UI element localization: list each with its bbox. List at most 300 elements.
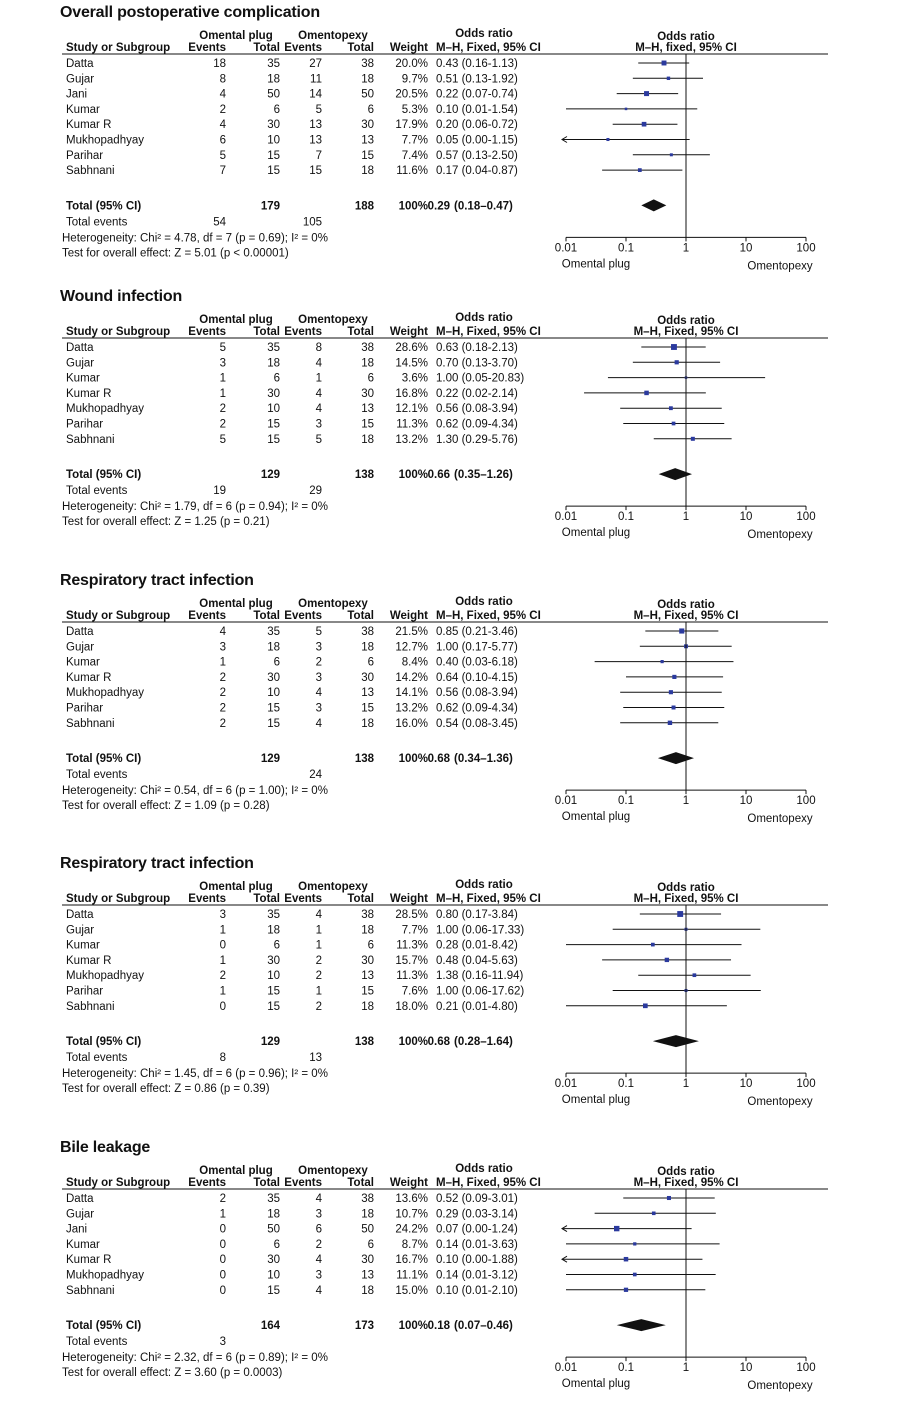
x-tick-label: 10 — [739, 1362, 753, 1375]
total2-value: 13 — [361, 1269, 374, 1282]
events2-value: 4 — [315, 1254, 322, 1267]
x-label-right: Omentopexy — [747, 260, 813, 273]
events1-value: 3 — [219, 357, 226, 370]
total-weight: 100% — [398, 200, 428, 213]
total2-value: 15 — [361, 702, 374, 715]
events1-value: 1 — [219, 656, 226, 669]
plot-header: Odds ratio — [657, 882, 715, 894]
study-point — [651, 943, 655, 947]
total-or: 0.68 — [427, 1036, 450, 1049]
total2-value: 18 — [361, 1284, 374, 1297]
total-events-label: Total events — [66, 769, 128, 782]
total1-value: 6 — [273, 1238, 280, 1251]
or-column-header: Odds ratio — [455, 28, 513, 40]
events1-value: 5 — [219, 342, 226, 354]
summary-diamond — [658, 752, 694, 764]
forest-plot-bile-leakage — [0, 1135, 919, 1415]
total2-value: 13 — [361, 687, 374, 700]
events1-value: 6 — [219, 134, 226, 147]
x-tick-label: 0.1 — [618, 511, 634, 524]
events1-value: 0 — [219, 1000, 226, 1013]
total2-value: 15 — [361, 418, 374, 431]
study-point — [671, 344, 677, 350]
weight-value: 14.5% — [395, 357, 428, 370]
events1-value: 2 — [219, 717, 226, 730]
or-ci-value: 0.22 (0.07-0.74) — [436, 88, 518, 101]
weight-value: 12.1% — [395, 403, 428, 416]
summary-diamond — [641, 199, 666, 211]
or-ci-value: 1.00 (0.06-17.62) — [436, 985, 525, 998]
events2-value: 14 — [309, 88, 322, 101]
total1-value: 35 — [267, 1193, 280, 1205]
study-name: Gujar — [66, 641, 95, 654]
weight-header: Weight — [389, 42, 428, 54]
events1-value: 2 — [219, 103, 226, 116]
events2-value: 4 — [315, 357, 322, 370]
total1-value: 15 — [267, 702, 280, 715]
weight-value: 16.8% — [395, 387, 428, 400]
x-label-left: Omental plug — [561, 811, 631, 824]
total1-value: 15 — [267, 717, 280, 730]
events2-value: 4 — [315, 717, 322, 730]
total-events2: 29 — [309, 485, 322, 498]
study-name: Kumar — [66, 1238, 100, 1251]
weight-value: 9.7% — [401, 73, 428, 86]
study-name: Gujar — [66, 73, 95, 86]
events2-value: 1 — [315, 939, 322, 952]
or-ci-value: 1.30 (0.29-5.76) — [436, 433, 518, 446]
x-tick-label: 0.01 — [554, 1078, 578, 1091]
or-ci-value: 0.17 (0.04-0.87) — [436, 165, 518, 178]
x-label-right: Omentopexy — [747, 529, 813, 542]
study-name: Gujar — [66, 1208, 95, 1221]
or-ci-value: 0.63 (0.18-2.13) — [436, 342, 518, 354]
or-ci-value: 0.10 (0.00-1.88) — [436, 1254, 518, 1267]
events2-header: Events — [284, 1177, 322, 1189]
total1-value: 6 — [273, 372, 280, 385]
total1-sum: 164 — [260, 1320, 280, 1333]
events2-value: 1 — [315, 985, 322, 998]
total1-header: Total — [253, 1177, 280, 1189]
total2-value: 6 — [367, 939, 374, 952]
x-tick-label: 1 — [682, 242, 690, 255]
or-ci-value: 0.10 (0.01-2.10) — [436, 1284, 518, 1297]
group1-header: Omental plug — [199, 881, 273, 893]
ci-header: M–H, Fixed, 95% CI — [436, 610, 541, 622]
total1-value: 15 — [267, 165, 280, 178]
heterogeneity-text: Heterogeneity: Chi² = 2.32, df = 6 (p = 0.89); I² = 0% — [62, 1352, 328, 1365]
study-point — [624, 1257, 628, 1261]
weight-value: 11.6% — [396, 165, 428, 178]
events2-value: 13 — [309, 134, 322, 147]
total1-value: 15 — [267, 418, 280, 431]
x-tick-label: 0.1 — [618, 1362, 634, 1375]
weight-value: 11.1% — [396, 1269, 428, 1282]
total1-header: Total — [253, 893, 280, 905]
total2-value: 15 — [361, 149, 374, 162]
total1-value: 30 — [267, 119, 280, 132]
total2-value: 6 — [367, 656, 374, 669]
total-events1: 19 — [213, 485, 226, 498]
weight-value: 14.2% — [395, 671, 428, 684]
total1-value: 50 — [267, 1223, 280, 1236]
events1-value: 2 — [219, 1193, 226, 1205]
events2-value: 5 — [315, 433, 322, 446]
forest-plot-respiratory-infection-b — [0, 851, 919, 1131]
total-label: Total (95% CI) — [66, 1320, 142, 1333]
weight-value: 7.4% — [401, 149, 428, 162]
or-ci-value: 0.21 (0.01-4.80) — [436, 1000, 518, 1013]
weight-value: 3.6% — [401, 372, 428, 385]
events1-value: 0 — [219, 939, 226, 952]
plot-subheader: M–H, fixed, 95% CI — [635, 42, 737, 54]
overall-effect-text: Test for overall effect: Z = 5.01 (p < 0.00001) — [62, 247, 289, 260]
total1-value: 6 — [273, 103, 280, 116]
events2-value: 3 — [315, 1269, 322, 1282]
total2-value: 30 — [361, 671, 374, 684]
events2-header: Events — [284, 326, 322, 338]
x-tick-label: 1 — [682, 1362, 690, 1375]
study-name: Kumar — [66, 656, 100, 669]
events1-value: 3 — [219, 641, 226, 654]
overall-effect-text: Test for overall effect: Z = 1.25 (p = 0.21) — [62, 516, 270, 529]
total2-value: 18 — [361, 641, 374, 654]
total1-value: 35 — [267, 342, 280, 354]
events2-value: 3 — [315, 671, 322, 684]
total1-value: 15 — [267, 1284, 280, 1297]
events2-value: 3 — [315, 702, 322, 715]
events2-value: 2 — [315, 954, 322, 967]
total1-value: 18 — [267, 73, 280, 86]
weight-value: 7.7% — [401, 134, 428, 147]
ci-header: M–H, Fixed, 95% CI — [436, 893, 541, 905]
or-ci-value: 0.80 (0.17-3.84) — [436, 909, 518, 921]
total-or: 0.66 — [427, 469, 450, 482]
study-point — [633, 1242, 636, 1245]
total1-value: 15 — [267, 1000, 280, 1013]
study-point — [624, 1288, 628, 1292]
or-ci-value: 0.51 (0.13-1.92) — [436, 73, 518, 86]
group2-header: Omentopexy — [298, 1165, 368, 1177]
heterogeneity-text: Heterogeneity: Chi² = 0.54, df = 6 (p = 1.00); I² = 0% — [62, 785, 328, 798]
study-name: Sabhnani — [66, 1284, 115, 1297]
panel-title: Wound infection — [60, 288, 183, 305]
events1-value: 0 — [219, 1254, 226, 1267]
total-label: Total (95% CI) — [66, 200, 142, 213]
study-name: Parihar — [66, 985, 104, 998]
x-tick-label: 0.01 — [554, 1362, 578, 1375]
events2-value: 4 — [315, 387, 322, 400]
weight-value: 18.0% — [395, 1000, 428, 1013]
or-ci-value: 0.52 (0.09-3.01) — [436, 1193, 518, 1205]
total2-value: 38 — [361, 626, 374, 638]
group1-header: Omental plug — [199, 598, 273, 610]
events2-value: 2 — [315, 656, 322, 669]
total-ci: (0.35–1.26) — [454, 469, 513, 482]
ci-header: M–H, Fixed, 95% CI — [436, 42, 541, 54]
panel-title: Bile leakage — [60, 1139, 151, 1156]
total1-value: 35 — [267, 626, 280, 638]
heterogeneity-text: Heterogeneity: Chi² = 1.45, df = 6 (p = 0.96); I² = 0% — [62, 1068, 328, 1081]
total2-sum: 138 — [354, 1036, 374, 1049]
study-name: Sabhnani — [66, 717, 115, 730]
study-name: Sabhnani — [66, 165, 115, 178]
events1-value: 1 — [219, 985, 226, 998]
total2-value: 6 — [367, 1238, 374, 1251]
or-ci-value: 0.54 (0.08-3.45) — [436, 717, 518, 730]
or-ci-value: 0.62 (0.09-4.34) — [436, 418, 518, 431]
events2-header: Events — [284, 893, 322, 905]
weight-value: 10.7% — [395, 1208, 428, 1221]
weight-header: Weight — [389, 610, 428, 622]
group2-header: Omentopexy — [298, 30, 368, 42]
or-ci-value: 1.00 (0.05-20.83) — [436, 372, 525, 385]
summary-diamond — [659, 468, 692, 480]
study-point — [652, 1212, 656, 1216]
events2-value: 27 — [309, 58, 322, 70]
total1-value: 6 — [273, 939, 280, 952]
total2-value: 18 — [361, 357, 374, 370]
study-point — [625, 108, 628, 111]
study-point — [669, 690, 673, 694]
study-name: Kumar R — [66, 387, 112, 400]
events1-header: Events — [188, 610, 226, 622]
total2-value: 18 — [361, 1208, 374, 1221]
forest-plot-overall-complication — [0, 0, 919, 280]
weight-value: 7.7% — [401, 924, 428, 937]
total2-value: 18 — [361, 433, 374, 446]
ci-header: M–H, Fixed, 95% CI — [436, 326, 541, 338]
x-tick-label: 1 — [682, 511, 690, 524]
study-point — [669, 406, 673, 410]
events2-value: 4 — [315, 403, 322, 416]
study-point — [677, 911, 683, 917]
events1-value: 4 — [219, 626, 226, 638]
total1-value: 6 — [273, 656, 280, 669]
panel-title: Overall postoperative complication — [60, 4, 320, 21]
events2-header: Events — [284, 610, 322, 622]
weight-value: 21.5% — [395, 626, 428, 638]
total-label: Total (95% CI) — [66, 753, 142, 766]
study-name: Gujar — [66, 924, 95, 937]
weight-value: 7.6% — [401, 985, 428, 998]
study-name: Parihar — [66, 418, 104, 431]
weight-value: 20.5% — [395, 88, 428, 101]
total1-value: 50 — [267, 88, 280, 101]
weight-value: 24.2% — [395, 1223, 428, 1236]
total-events-label: Total events — [66, 216, 128, 229]
total1-value: 35 — [267, 909, 280, 921]
heterogeneity-text: Heterogeneity: Chi² = 4.78, df = 7 (p = 0.69); I² = 0% — [62, 232, 328, 245]
total-events-label: Total events — [66, 1336, 128, 1349]
total-or: 0.68 — [427, 753, 450, 766]
study-point — [672, 706, 676, 710]
total-weight: 100% — [398, 1320, 428, 1333]
events2-value: 11 — [310, 73, 322, 86]
x-label-left: Omental plug — [561, 527, 631, 540]
total2-sum: 138 — [354, 469, 374, 482]
study-point — [643, 1003, 648, 1008]
total-events2: 105 — [302, 216, 322, 229]
total2-header: Total — [347, 1177, 374, 1189]
events2-value: 3 — [315, 641, 322, 654]
events2-header: Events — [284, 42, 322, 54]
or-ci-value: 1.38 (0.16-11.94) — [436, 970, 524, 983]
events2-value: 3 — [315, 1208, 322, 1221]
x-tick-label: 100 — [796, 511, 816, 524]
study-name: Parihar — [66, 149, 104, 162]
plot-subheader: M–H, Fixed, 95% CI — [633, 893, 739, 905]
events1-value: 2 — [219, 702, 226, 715]
weight-value: 28.6% — [395, 342, 428, 354]
or-column-header: Odds ratio — [455, 1163, 513, 1175]
plot-header: Odds ratio — [657, 599, 715, 611]
weight-value: 13.6% — [395, 1193, 428, 1205]
total1-sum: 129 — [260, 753, 280, 766]
total-weight: 100% — [398, 753, 428, 766]
weight-header: Weight — [389, 1177, 428, 1189]
study-name: Datta — [66, 58, 94, 70]
events1-value: 5 — [219, 149, 226, 162]
study-point — [642, 122, 647, 127]
or-ci-value: 0.14 (0.01-3.63) — [436, 1238, 518, 1251]
x-tick-label: 10 — [739, 1078, 753, 1091]
total2-value: 13 — [361, 403, 374, 416]
weight-value: 28.5% — [395, 909, 428, 921]
weight-value: 17.9% — [395, 119, 428, 132]
total2-sum: 188 — [354, 200, 374, 213]
or-ci-value: 0.20 (0.06-0.72) — [436, 119, 518, 132]
or-ci-value: 0.29 (0.03-3.14) — [436, 1208, 518, 1221]
events1-value: 18 — [213, 58, 226, 70]
study-name: Mukhopadhyay — [66, 970, 144, 983]
study-name: Mukhopadhyay — [66, 134, 144, 147]
x-tick-label: 100 — [796, 1078, 816, 1091]
total-ci: (0.34–1.36) — [454, 753, 513, 766]
x-tick-label: 1 — [682, 1078, 690, 1091]
total1-header: Total — [253, 326, 280, 338]
study-column-header: Study or Subgroup — [66, 326, 171, 338]
total-events2: 24 — [309, 769, 322, 782]
x-tick-label: 100 — [796, 1362, 816, 1375]
total1-sum: 179 — [260, 200, 280, 213]
weight-value: 13.2% — [395, 433, 428, 446]
total-or: 0.29 — [427, 200, 450, 213]
total1-value: 30 — [267, 671, 280, 684]
total1-value: 10 — [267, 970, 280, 983]
forest-plot-wound-infection — [0, 284, 919, 564]
total1-value: 18 — [267, 924, 280, 937]
events2-value: 6 — [315, 1223, 322, 1236]
study-point — [675, 360, 679, 364]
study-point — [665, 958, 669, 962]
events2-value: 4 — [315, 687, 322, 700]
total1-value: 18 — [267, 1208, 280, 1221]
or-column-header: Odds ratio — [455, 596, 513, 608]
x-label-left: Omental plug — [561, 1094, 631, 1107]
events1-value: 1 — [219, 954, 226, 967]
or-ci-value: 0.64 (0.10-4.15) — [436, 671, 518, 684]
x-tick-label: 100 — [796, 795, 816, 808]
study-name: Kumar — [66, 372, 100, 385]
plot-header: Odds ratio — [657, 315, 715, 327]
study-name: Mukhopadhyay — [66, 403, 144, 416]
study-point — [672, 675, 676, 679]
study-point — [633, 1273, 637, 1277]
total2-sum: 138 — [354, 753, 374, 766]
events1-value: 2 — [219, 970, 226, 983]
group2-header: Omentopexy — [298, 881, 368, 893]
total1-sum: 129 — [260, 469, 280, 482]
forest-plot-svg — [0, 851, 919, 1131]
total2-value: 18 — [361, 73, 374, 86]
weight-value: 15.7% — [395, 954, 428, 967]
group1-header: Omental plug — [199, 1165, 273, 1177]
total2-value: 13 — [361, 970, 374, 983]
study-point — [667, 1196, 671, 1200]
study-point — [667, 77, 670, 80]
or-ci-value: 0.56 (0.08-3.94) — [436, 403, 518, 416]
total2-header: Total — [347, 893, 374, 905]
study-point — [668, 721, 672, 725]
events2-value: 15 — [309, 165, 322, 178]
x-tick-label: 10 — [739, 795, 753, 808]
heterogeneity-text: Heterogeneity: Chi² = 1.79, df = 6 (p = 0.94); I² = 0% — [62, 501, 328, 514]
summary-diamond — [653, 1035, 699, 1047]
or-ci-value: 0.28 (0.01-8.42) — [436, 939, 518, 952]
total2-value: 30 — [361, 954, 374, 967]
total1-value: 30 — [267, 954, 280, 967]
weight-value: 5.3% — [401, 103, 428, 116]
ci-header: M–H, Fixed, 95% CI — [436, 1177, 541, 1189]
events1-header: Events — [188, 893, 226, 905]
plot-subheader: M–H, Fixed, 95% CI — [633, 326, 739, 338]
total2-value: 38 — [361, 909, 374, 921]
overall-effect-text: Test for overall effect: Z = 1.09 (p = 0.28) — [62, 800, 270, 813]
plot-subheader: M–H, Fixed, 95% CI — [633, 610, 739, 622]
study-name: Gujar — [66, 357, 95, 370]
or-ci-value: 0.22 (0.02-2.14) — [436, 387, 518, 400]
weight-value: 20.0% — [395, 58, 428, 70]
events2-value: 8 — [315, 342, 322, 354]
total2-value: 6 — [367, 372, 374, 385]
study-point — [670, 153, 673, 156]
forest-plot-svg — [0, 0, 919, 280]
study-column-header: Study or Subgroup — [66, 1177, 171, 1189]
total2-value: 30 — [361, 119, 374, 132]
total-events-label: Total events — [66, 1052, 128, 1065]
or-ci-value: 0.07 (0.00-1.24) — [436, 1223, 518, 1236]
events1-value: 1 — [219, 372, 226, 385]
or-column-header: Odds ratio — [455, 879, 513, 891]
total2-value: 50 — [361, 1223, 374, 1236]
study-name: Datta — [66, 909, 94, 921]
total-events2: 13 — [309, 1052, 322, 1065]
weight-value: 16.7% — [395, 1254, 428, 1267]
weight-header: Weight — [389, 326, 428, 338]
or-ci-value: 1.00 (0.17-5.77) — [436, 641, 518, 654]
summary-diamond — [617, 1319, 666, 1331]
events1-header: Events — [188, 326, 226, 338]
total1-value: 10 — [267, 1269, 280, 1282]
study-name: Kumar R — [66, 1254, 112, 1267]
or-ci-value: 0.05 (0.00-1.15) — [436, 134, 518, 147]
study-column-header: Study or Subgroup — [66, 610, 171, 622]
total2-value: 18 — [361, 165, 374, 178]
total-ci: (0.28–1.64) — [454, 1036, 513, 1049]
total2-value: 30 — [361, 387, 374, 400]
study-column-header: Study or Subgroup — [66, 42, 171, 54]
